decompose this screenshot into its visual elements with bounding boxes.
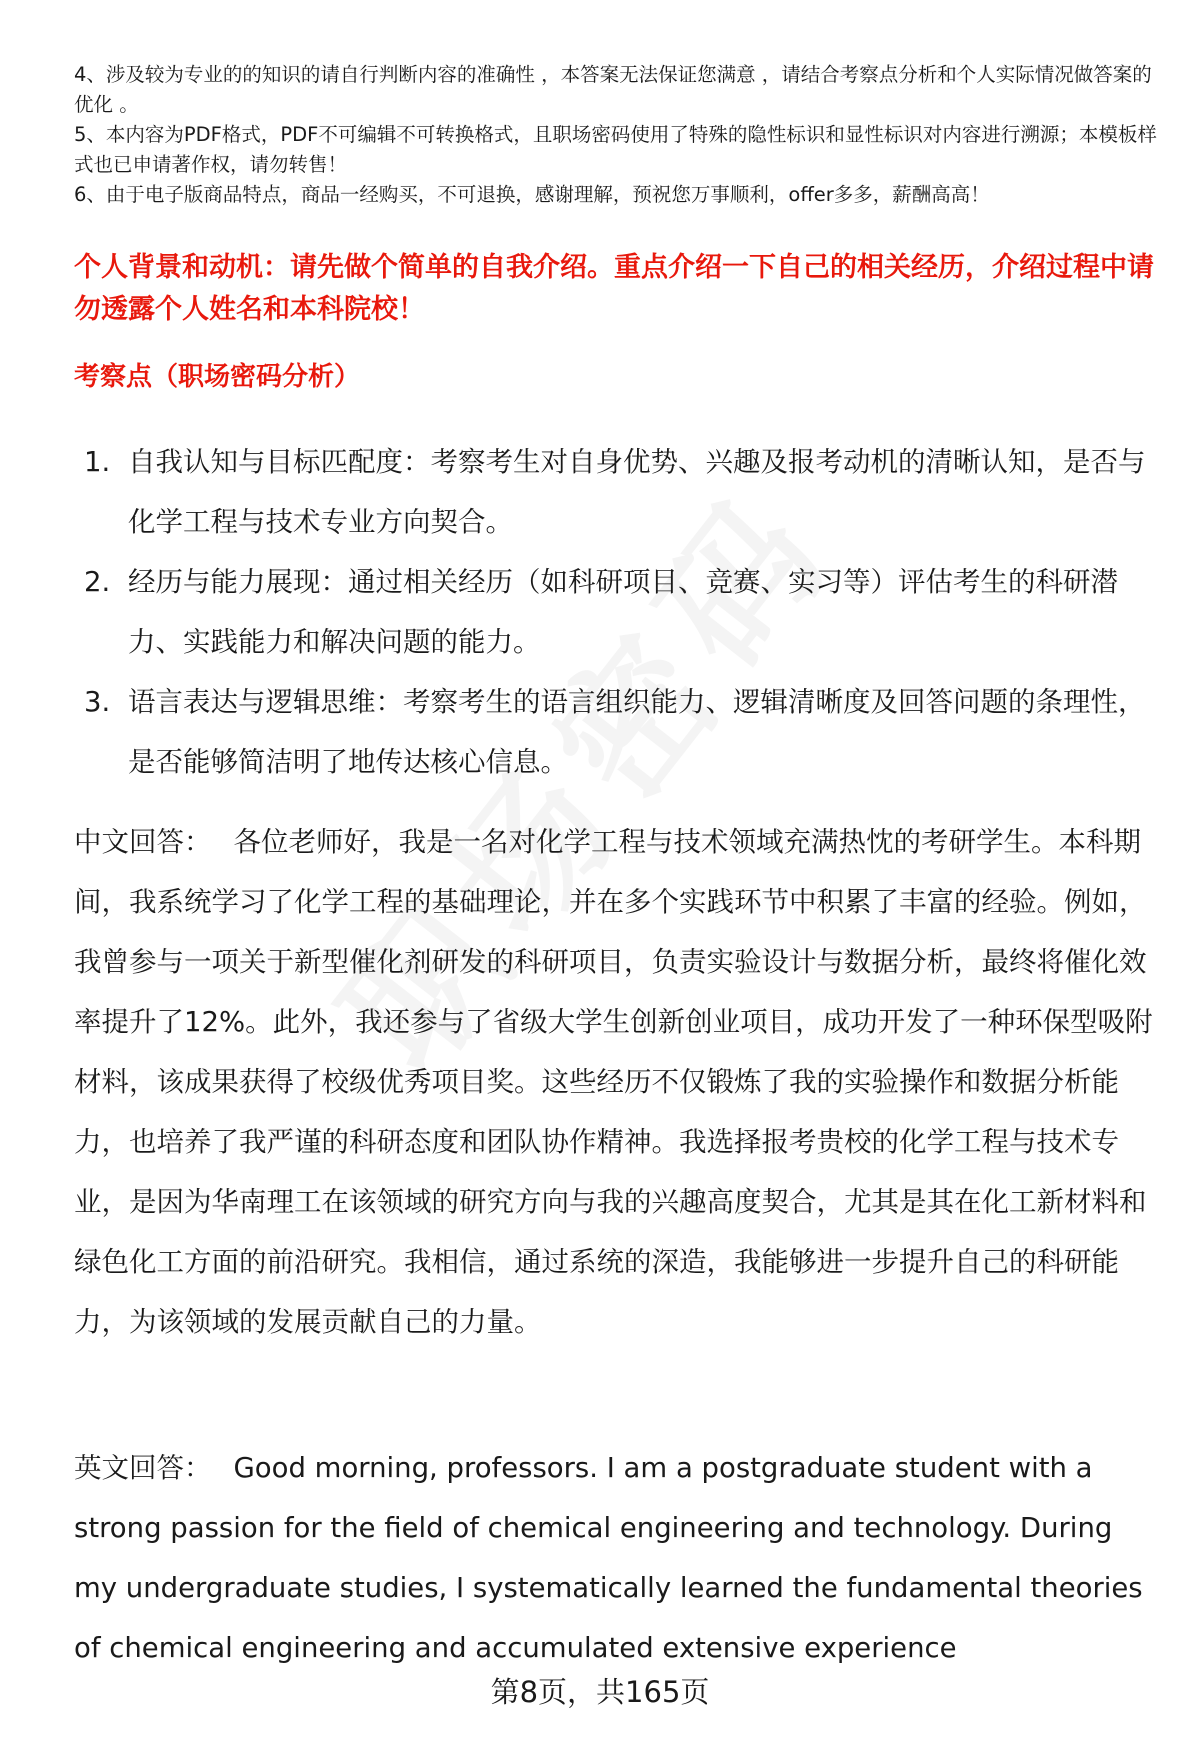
- point-number: 1.: [84, 446, 111, 478]
- point-item: [74, 432, 1154, 552]
- point-text: 语言表达与逻辑思维：考察考生的语言组织能力、逻辑清晰度及回答问题的条理性，是否能够简洁明了地传达核心信息。: [128, 686, 1146, 778]
- question-title: 个人背景和动机：请先做个简单的自我介绍。重点介绍一下自己的相关经历，介绍过程中请勿透露个人姓名和本科院校！: [74, 252, 1154, 325]
- note-item: 5、本内容为PDF格式，PDF不可编辑不可转换格式，且职场密码使用了特殊的隐性标识和显性标识对内容进行溯源；本模板样式也已申请著作权，请勿转售！: [74, 123, 1157, 176]
- points-list: [74, 432, 1154, 792]
- point-number: 2.: [84, 566, 111, 598]
- page-number: 第8页，共165页: [490, 1675, 710, 1709]
- point-number: 3.: [84, 686, 111, 718]
- chinese-answer: [74, 812, 1160, 1352]
- point-item: [74, 552, 1154, 672]
- english-answer: [74, 1438, 1160, 1678]
- note-item: 4、涉及较为专业的的知识的请自行判断内容的准确性 ，本答案无法保证您满意 ，请结合考察点分析和个人实际情况做答案的优化 。: [74, 63, 1152, 116]
- point-text: 自我认知与目标匹配度：考察考生对自身优势、兴趣及报考动机的清晰认知，是否与化学工程与技术专业方向契合。: [128, 446, 1146, 538]
- english-answer-label: 英文回答：: [74, 1452, 212, 1484]
- chinese-answer-text: 各位老师好，我是一名对化学工程与技术领域充满热忱的考研学生。本科期间，我系统学习了化学工程的基础理论，并在多个实践环节中积累了丰富的经验。例如，我曾参与一项关于新型催化剂研发的科研项目，负责实验设计与数据分析，最终将催化效率提升了12%。此外，我还参与了省级大学生创新创业项目，成功开发了一种环保型吸附材料，该成果获得了校级优秀项目奖。这些经历不仅锻炼了我的实验操作和数据分析能力，也培养了我严谨的科研态度和团队协作精神。我选择报考贵校的化学工程与技术专业，是因为华南理工在该领域的研究方向与我的兴趣高度契合，尤其是其在化工新材料和绿色化工方面的前沿研究。我相信，通过系统的深造，我能够进一步提升自己的科研能力，为该领域的发展贡献自己的力量。: [74, 826, 1153, 1338]
- point-item: [74, 672, 1154, 792]
- note-item: 6、由于电子版商品特点，商品一经购买，不可退换，感谢理解，预祝您万事顺利，offer多多，薪酬高高！: [74, 183, 990, 206]
- notes-section: [74, 60, 1164, 210]
- english-answer-text: Good morning, professors. I am a postgraduate student with a strong passion for the field of chemical engineering and technology. During my undergraduate studies, I systematically learned the fundamental theories of chemical engineering and accumulated extensive experience: [74, 1452, 1143, 1664]
- point-text: 经历与能力展现：通过相关经历（如科研项目、竞赛、实习等）评估考生的科研潜力、实践能力和解决问题的能力。: [128, 566, 1118, 658]
- chinese-answer-label: 中文回答：: [74, 826, 212, 858]
- points-heading: 考察点（职场密码分析）: [74, 362, 361, 392]
